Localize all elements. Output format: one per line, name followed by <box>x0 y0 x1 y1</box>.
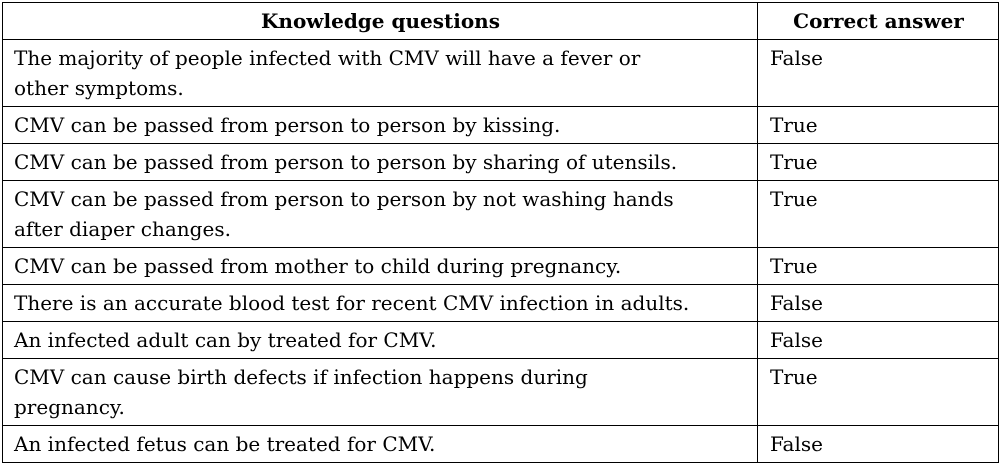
answer-cell: True <box>758 181 999 248</box>
question-line: CMV can be passed from person to person by kissing. <box>14 113 561 137</box>
answer-cell: True <box>758 248 999 285</box>
question-line: pregnancy. <box>14 395 125 419</box>
question-cell <box>3 107 758 144</box>
question-cell <box>3 322 758 359</box>
knowledge-table <box>2 2 999 463</box>
question-cell <box>3 426 758 463</box>
question-cell <box>3 40 758 107</box>
table-row <box>3 359 999 426</box>
table-row <box>3 144 999 181</box>
table-row <box>3 107 999 144</box>
question-line: CMV can be passed from person to person by not washing hands <box>14 187 674 211</box>
answer-cell: False <box>758 40 999 107</box>
answer-cell: False <box>758 285 999 322</box>
table-row <box>3 426 999 463</box>
question-line: other symptoms. <box>14 76 184 100</box>
question-line: after diaper changes. <box>14 217 231 241</box>
question-line: The majority of people infected with CMV will have a fever or <box>14 46 641 70</box>
question-line: There is an accurate blood test for recent CMV infection in adults. <box>14 291 690 315</box>
table-row <box>3 40 999 107</box>
question-cell <box>3 285 758 322</box>
table-row <box>3 322 999 359</box>
question-cell <box>3 144 758 181</box>
table-header <box>3 3 999 40</box>
answer-cell: True <box>758 144 999 181</box>
answer-cell: True <box>758 359 999 426</box>
question-line: CMV can be passed from mother to child during pregnancy. <box>14 254 622 278</box>
table-row <box>3 248 999 285</box>
header-knowledge-questions: Knowledge questions <box>3 3 758 40</box>
header-row <box>3 3 999 40</box>
answer-cell: True <box>758 107 999 144</box>
question-line: An infected adult can by treated for CMV. <box>14 328 437 352</box>
table-row <box>3 285 999 322</box>
question-cell <box>3 181 758 248</box>
answer-cell: False <box>758 322 999 359</box>
header-correct-answer: Correct answer <box>758 3 999 40</box>
question-cell <box>3 359 758 426</box>
table-body <box>3 40 999 463</box>
question-line: CMV can cause birth defects if infection happens during <box>14 365 588 389</box>
answer-cell: False <box>758 426 999 463</box>
table-row <box>3 181 999 248</box>
question-line: CMV can be passed from person to person by sharing of utensils. <box>14 150 678 174</box>
question-cell <box>3 248 758 285</box>
question-line: An infected fetus can be treated for CMV. <box>14 432 436 456</box>
